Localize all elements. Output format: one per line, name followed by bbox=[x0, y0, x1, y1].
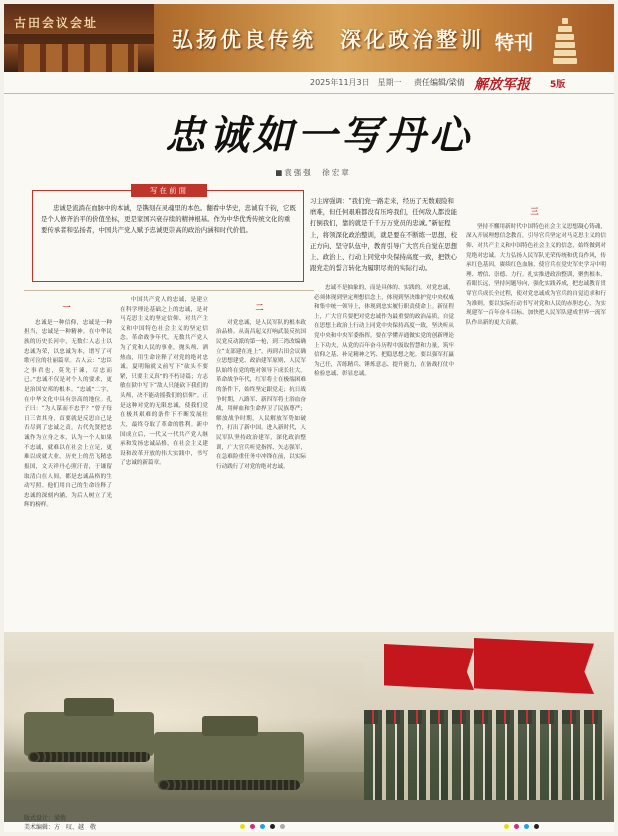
issue-date: 2025年11月3日 星期一 bbox=[310, 78, 402, 87]
section-heading-2: 二 bbox=[255, 302, 267, 312]
gutian-gate-illustration bbox=[4, 4, 154, 72]
section-divider bbox=[24, 290, 314, 291]
article-headline: 忠诚如一写丹心 bbox=[165, 112, 473, 159]
dateline-bar bbox=[4, 72, 614, 94]
gate-roof bbox=[4, 34, 154, 44]
text-column-4 bbox=[314, 284, 454, 628]
column-5-body: 坚持不懈用新时代中国特色社会主义思想凝心铸魂，深入开展理想信念教育，引导官兵坚定对马克思主义的信仰、对共产主义和中国特色社会主义的信念，始终做到对党绝对忠诚。大力弘扬人民军队光荣传统和优良作风，传承红色基因，赓续红色血脉，使官兵在党史军史学习中明理、增信、崇德、力行。扎实推进政治整训，聚焦根本、着眼长远，坚持问题导向，强化实践养成，把忠诚教育贯穿官兵成长全过程，使对党忠诚成为官兵的自觉追求和行为准则。要以实际行动书写对党和人民的赤胆忠心，为实现建军一百年奋斗目标、加快把人民军队建成世界一流军队作出新的更大贡献。 bbox=[466, 223, 606, 326]
column-2-body: 中国共产党人的忠诚，是建立在科学理论基础之上的忠诚，是对马克思主义的坚定信仰、对共产主义和中国特色社会主义的坚定信念。革命战争年代，无数共产党人为了党和人民的事业，抛头颅、洒热血，用生命诠释了对党的绝对忠诚。夏明翰就义前写下“砍头不要紧，只要主义真”的不朽诗篇；方志敏在狱中写下“敌人只能砍下我们的头颅，决不能动摇我们的信仰”。正是这种对党的无限忠诚，使我们党在极其艰难的条件下不断发展壮大，最终夺取了革命的胜利。新中国成立后，一代又一代共产党人继承和发扬忠诚品格，在社会主义建设和改革开放的伟大实践中，书写了忠诚的新篇章。 bbox=[120, 297, 208, 467]
color-registration-dots bbox=[504, 824, 539, 829]
text-column-5 bbox=[466, 200, 606, 628]
special-issue-banner bbox=[4, 4, 614, 72]
text-column-3 bbox=[216, 296, 306, 628]
military-parade-photo bbox=[4, 632, 614, 822]
color-registration-dots bbox=[240, 824, 285, 829]
editor-note-tag: 写在前面 bbox=[131, 184, 207, 197]
armored-vehicle bbox=[24, 712, 154, 756]
column-3-body: 对党忠诚，是人民军队的根本政治品格。从南昌起义打响武装反抗国民党反动派的第一枪，到三湾改编确立“支部建在连上”，再到古田会议确立思想建党、政治建军原则，人民军队始终在党的绝对领导下成长壮大。革命战争年代，红军将士在极端困难的条件下，始终坚定跟党走；抗日战争时期，八路军、新四军将士浴血奋战，用鲜血和生命捍卫了民族尊严；解放战争时期，人民解放军势如破竹，打出了新中国。进入新时代，人民军队坚持政治建军，深化政治整训，广大官兵听党指挥、矢志强军，在急难险重任务中冲锋在前，以实际行动践行了对党的绝对忠诚。 bbox=[216, 319, 306, 470]
pagoda-icon bbox=[552, 18, 578, 68]
responsible-editor: 责任编辑/梁倩 bbox=[414, 78, 465, 87]
editor-note-box bbox=[32, 186, 304, 282]
red-flag-icon bbox=[384, 644, 474, 690]
red-flag-icon bbox=[474, 638, 594, 694]
article-byline: ■袁强强 徐宏章 bbox=[275, 168, 351, 177]
special-label: 特刊 bbox=[495, 32, 534, 54]
gate-pillars bbox=[18, 44, 138, 72]
column-1-body: 忠诚是一种信仰，忠诚是一种担当，忠诚是一种精神。在中华民族的历史长河中，无数仁人志士以忠诚为荣，以忠诚为本，谱写了可歌可泣的壮丽篇章。古人云：“忠臣之事君也，莫先于谏，尽忠而已。”忠诚不仅是对个人的要求，更是治国安邦的根本。“忠诚”二字，在中华文化中具有崇高的地位。孔子曰：“为人谋而不忠乎？”曾子每日三省其身，首要就是反思自己是否尽到了忠诚之责。古代先贤把忠诚作为立身之本，认为一个人如果不忠诚，就难以在社会上立足，更难以成就大业。历史上的岳飞精忠报国，文天祥丹心照汗青，于谦留取清白在人间，都是忠诚品格的生动写照。他们用自己的生命诠释了忠诚的深刻内涵，为后人树立了光辉的榜样。 bbox=[24, 319, 112, 509]
column-4-body: 忠诚不是抽象的，而是具体的、实践的。对党忠诚，必须体现到坚定理想信念上，体现到坚决维护党中央权威和集中统一领导上，体现到忠实履行职责使命上。新征程上，广大官兵要把对党忠诚作为最重要的政治品质，自觉在思想上政治上行动上同党中央保持高度一致，坚决听从党中央和中央军委指挥。要在学懂弄通做实党的创新理论上下功夫，从党的百年奋斗历程中汲取智慧和力量，筑牢信仰之基、补足精神之钙、把稳思想之舵。要以强军打赢为己任，苦练精兵、锤炼意志、提升能力，在备战打仗中检验忠诚、彰显忠诚。 bbox=[314, 285, 454, 378]
editor-note-text: 忠诚是流淌在血脉中的本诚，是镌刻在灵魂里的本色。翻看中华史，忠诚有千钧，它既是个人修齐治平的价值坐标，更是家国兴衰存续的精神根基。作为中华优秀传统文化的重要传承者和弘扬者，中国共产党人赋予忠诚更崇高的政治内涵和时代价值。 bbox=[41, 204, 296, 235]
newspaper-page bbox=[4, 4, 614, 832]
text-column-1 bbox=[24, 296, 112, 628]
banner-slogan: 弘扬优良传统 深化政治整训 bbox=[172, 27, 484, 52]
page-footer bbox=[4, 815, 614, 832]
gate-sign: 古田会议会址 bbox=[14, 16, 99, 30]
section-heading-3: 三 bbox=[530, 206, 542, 216]
armored-vehicle bbox=[154, 732, 304, 784]
masthead-logo: 解放军报 bbox=[474, 77, 530, 93]
page-number: 5版 bbox=[550, 80, 566, 90]
design-credits: 版式设计：梁倩 美术编辑：方 叹、越 敬 bbox=[24, 815, 97, 831]
editor-note-continued: 习主席强调：“我们党一路走来，经历了无数艰险和磨难，但任何艰难都没有压垮我们，任何敌人都没能打倒我们，靠的就是千千万万党员的忠诚。”新征程上，将领深化政治整训，就是要在不断练一思想、校正方向、坚守队伍中，教育引导广大官兵自觉在思想上、政治上、行动上同党中央保持高度一致，把铁心跟党走的誓言转化为履职尽责的实际行动。 bbox=[310, 197, 457, 273]
section-heading-1: 一 bbox=[62, 302, 74, 312]
text-column-2 bbox=[120, 296, 208, 628]
